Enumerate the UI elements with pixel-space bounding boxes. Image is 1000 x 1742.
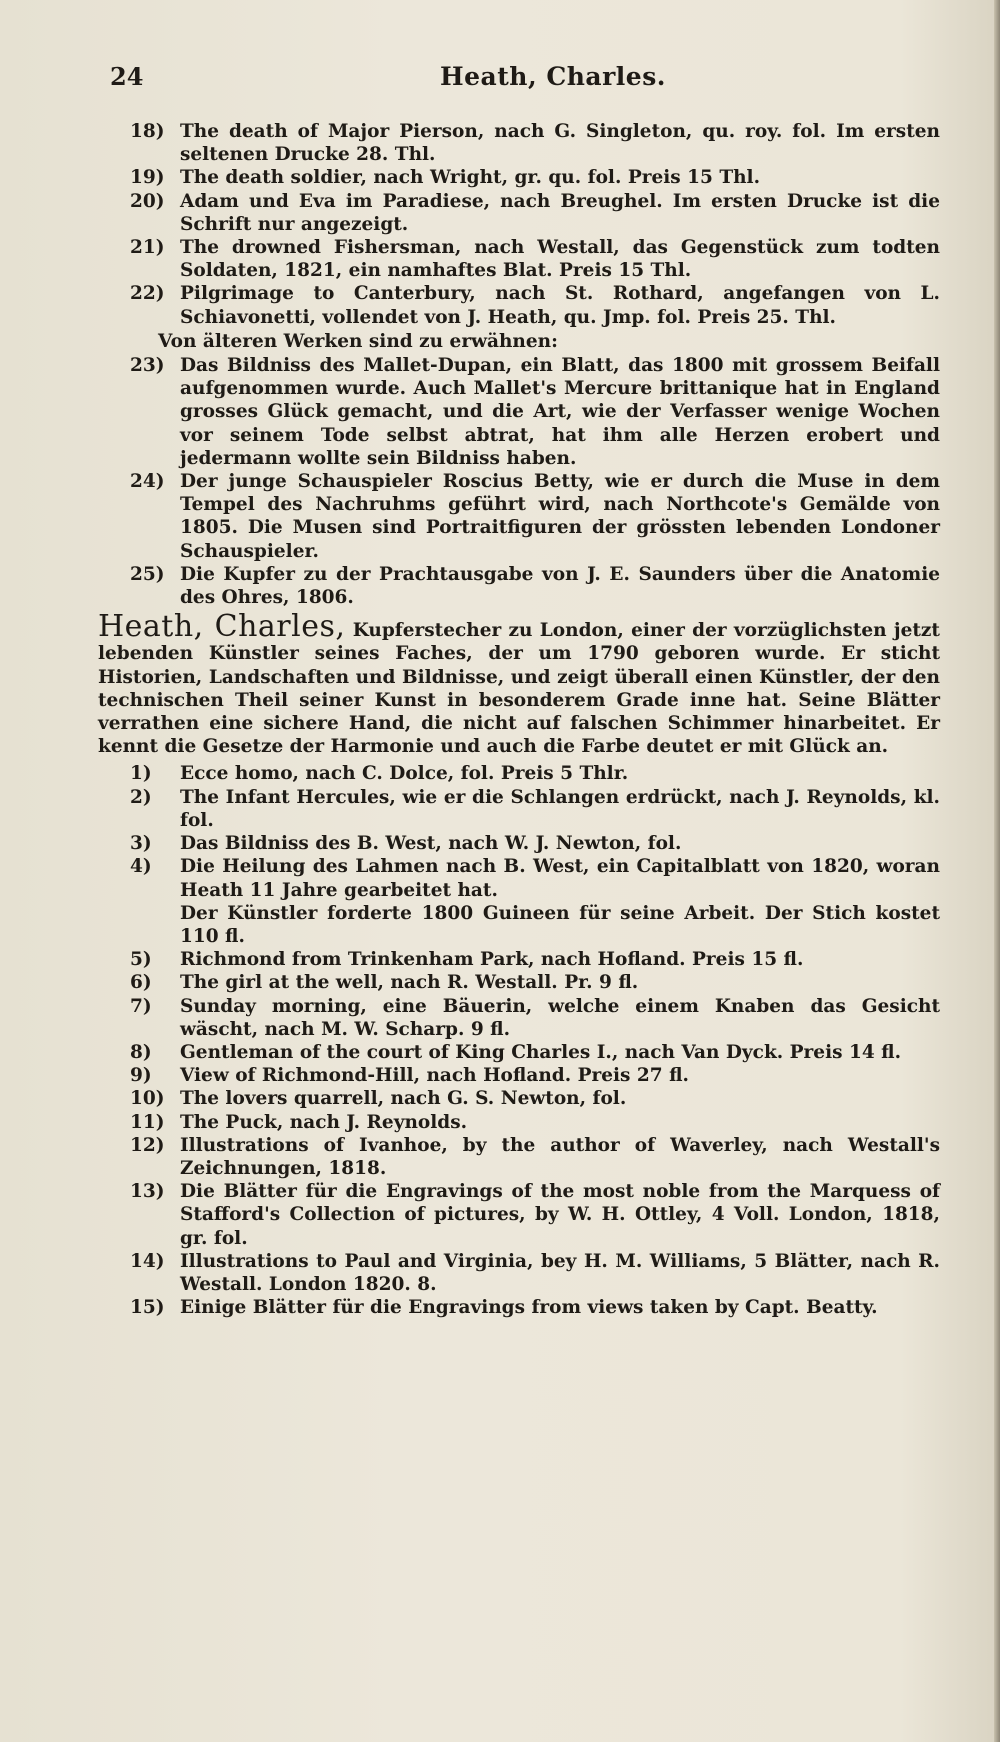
entry-text: Die Blätter für die Engravings of the most noble from the Marquess of Stafford's Collection of pictures, by W. H. Ottley, 4 Voll. London, 1818, gr. fol.	[180, 1181, 940, 1249]
entry-number: 15)	[130, 1297, 165, 1319]
entry-number: 7)	[130, 995, 152, 1017]
james-heath-works-list	[130, 120, 940, 329]
catalog-entry	[130, 1064, 940, 1087]
catalog-entry	[130, 832, 940, 855]
entry-text: Richmond from Trinkenham Park, nach Hofland. Preis 15 fl.	[180, 949, 804, 971]
catalog-entry	[130, 855, 940, 901]
catalog-entry	[130, 1041, 940, 1064]
entry-number: 6)	[130, 972, 152, 994]
entry-text: Der junge Schauspieler Roscius Betty, wie er durch die Muse in dem Tempel des Nachruhms geführt wird, nach Northcote's Gemälde von 1805. Die Musen sind Portraitfiguren der grössten lebenden Londoner Schauspieler.	[180, 471, 940, 562]
entry-number: 14)	[130, 1250, 165, 1272]
entry-text: Ecce homo, nach C. Dolce, fol. Preis 5 Thlr.	[180, 763, 629, 785]
entry-text: The Infant Hercules, wie er die Schlangen erdrückt, nach J. Reynolds, kl. fol.	[180, 786, 940, 831]
entry-number: 25)	[130, 563, 165, 585]
entry-text: Gentleman of the court of King Charles I., nach Van Dyck. Preis 14 fl.	[180, 1041, 902, 1063]
catalog-entry	[130, 354, 940, 470]
page-number: 24	[110, 62, 144, 91]
entry-text: Sunday morning, eine Bäuerin, welche einem Knaben das Gesicht wäscht, nach M. W. Scharp. 9 fl.	[180, 995, 940, 1040]
catalog-entry	[130, 786, 940, 832]
entry-number: 18)	[130, 121, 165, 142]
catalog-entry	[130, 236, 940, 282]
older-works-list	[130, 354, 940, 609]
entry-number: 22)	[130, 283, 165, 305]
entry-number: 24)	[130, 471, 165, 493]
older-works-heading: Von älteren Werken sind zu erwähnen:	[158, 330, 558, 352]
entry-text: Illustrations to Paul and Virginia, bey H. M. Williams, 5 Blätter, nach R. Westall. London 1820. 8.	[180, 1250, 940, 1295]
entry-text: Die Kupfer zu der Prachtausgabe von J. E. Saunders über die Anatomie des Ohres, 1806.	[180, 563, 940, 609]
entry-text: Das Bildniss des Mallet-Dupan, ein Blatt, das 1800 mit grossem Beifall aufgenommen wurde. Auch Mallet's Mercure brittanique hat in England grosses Glück gemacht, und die Art, wie der Verfasser wenige Wochen vor seinem Tode selbst abtrat, hat ihm alle Herzen erobert und jedermann wollte sein Bildniss haben.	[180, 355, 940, 469]
artist-bio: Kupferstecher zu London, einer der vorzüglichsten jetzt lebenden Künstler seines Faches, der um 1790 geboren wurde. Er sticht Historien, Landschaften und Bildnisse, und zeigt überall einen Künstler, der den technischen Theil seiner Kunst in besonderem Grade inne hat. Seine Blätter verrathen eine sichere Hand, die nicht auf falschen Schimmer hinarbeitet. Er kennt die Gesetze der Harmonie und auch die Farbe deutet er mit Glück an.	[98, 620, 940, 758]
artist-name: Heath, Charles,	[98, 609, 346, 645]
catalog-entry	[130, 470, 940, 563]
catalog-entry	[130, 190, 940, 236]
artist-entry	[98, 609, 940, 758]
entry-number: 20)	[130, 190, 165, 212]
entry-number: 13)	[130, 1181, 165, 1203]
catalog-entry	[130, 971, 940, 994]
charles-heath-works-list-continued	[130, 948, 940, 1319]
entry-number: 8)	[130, 1041, 152, 1063]
catalog-entry	[130, 1180, 940, 1250]
entry-number: 9)	[130, 1065, 152, 1087]
catalog-entry	[130, 120, 940, 166]
entry-number: 2)	[130, 786, 152, 808]
catalog-entry	[130, 166, 940, 189]
catalog-entry	[130, 1134, 940, 1180]
entry-number: 4)	[130, 856, 152, 878]
entry-number: 12)	[130, 1134, 165, 1156]
catalog-entry	[130, 762, 940, 785]
entry-text: The death of Major Pierson, nach G. Singleton, qu. roy. fol. Im ersten seltenen Drucke 28. Thl.	[180, 121, 940, 166]
entry-number: 21)	[130, 237, 165, 259]
page-body	[98, 120, 940, 1319]
entry-text: Die Heilung des Lahmen nach B. West, ein Capitalblatt von 1820, woran Heath 11 Jahre gearbeitet hat.	[180, 856, 940, 901]
page-edge	[994, 0, 1000, 1742]
entry-text: View of Richmond-Hill, nach Hofland. Preis 27 fl.	[180, 1065, 689, 1087]
entry-number: 1)	[130, 763, 152, 785]
catalog-entry	[130, 1250, 940, 1296]
entry-text: Einige Blätter für die Engravings from views taken by Capt. Beatty.	[180, 1297, 878, 1319]
entry-text: Das Bildniss des B. West, nach W. J. Newton, fol.	[180, 833, 682, 855]
entry-text: The lovers quarrell, nach G. S. Newton, fol.	[180, 1088, 627, 1110]
entry-number: 10)	[130, 1088, 165, 1110]
entry-number: 11)	[130, 1111, 165, 1133]
catalog-entry	[130, 563, 940, 609]
entry-text: The drowned Fishersman, nach Westall, das Gegenstück zum todten Soldaten, 1821, ein namhaftes Blat. Preis 15 Thl.	[180, 237, 940, 282]
catalog-entry	[130, 995, 940, 1041]
entry-text: Adam und Eva im Paradiese, nach Breughel. Im ersten Drucke ist die Schrift nur angezeigt.	[180, 190, 940, 235]
entry-4-note: Der Künstler forderte 1800 Guineen für seine Arbeit. Der Stich kostet 110 fl.	[180, 902, 940, 947]
entry-text: The death soldier, nach Wright, gr. qu. fol. Preis 15 Thl.	[180, 167, 761, 189]
entry-number: 3)	[130, 833, 152, 855]
entry-text: The Puck, nach J. Reynolds.	[180, 1111, 468, 1133]
page-header	[110, 62, 940, 102]
catalog-entry	[130, 1296, 940, 1319]
entry-text: Illustrations of Ivanhoe, by the author of Waverley, nach Westall's Zeichnungen, 1818.	[180, 1134, 940, 1179]
running-title: Heath, Charles.	[440, 62, 666, 91]
catalog-entry	[130, 1087, 940, 1110]
entry-text: Pilgrimage to Canterbury, nach St. Rothard, angefangen von L. Schiavonetti, vollendet von J. Heath, qu. Jmp. fol. Preis 25. Thl.	[180, 283, 940, 328]
entry-number: 23)	[130, 355, 165, 377]
entry-number: 19)	[130, 167, 165, 189]
charles-heath-works-list	[130, 762, 940, 901]
entry-text: The girl at the well, nach R. Westall. Pr. 9 fl.	[180, 972, 639, 994]
catalog-entry	[130, 1111, 940, 1134]
catalog-entry	[130, 282, 940, 328]
entry-number: 5)	[130, 949, 152, 971]
catalog-entry	[130, 948, 940, 971]
